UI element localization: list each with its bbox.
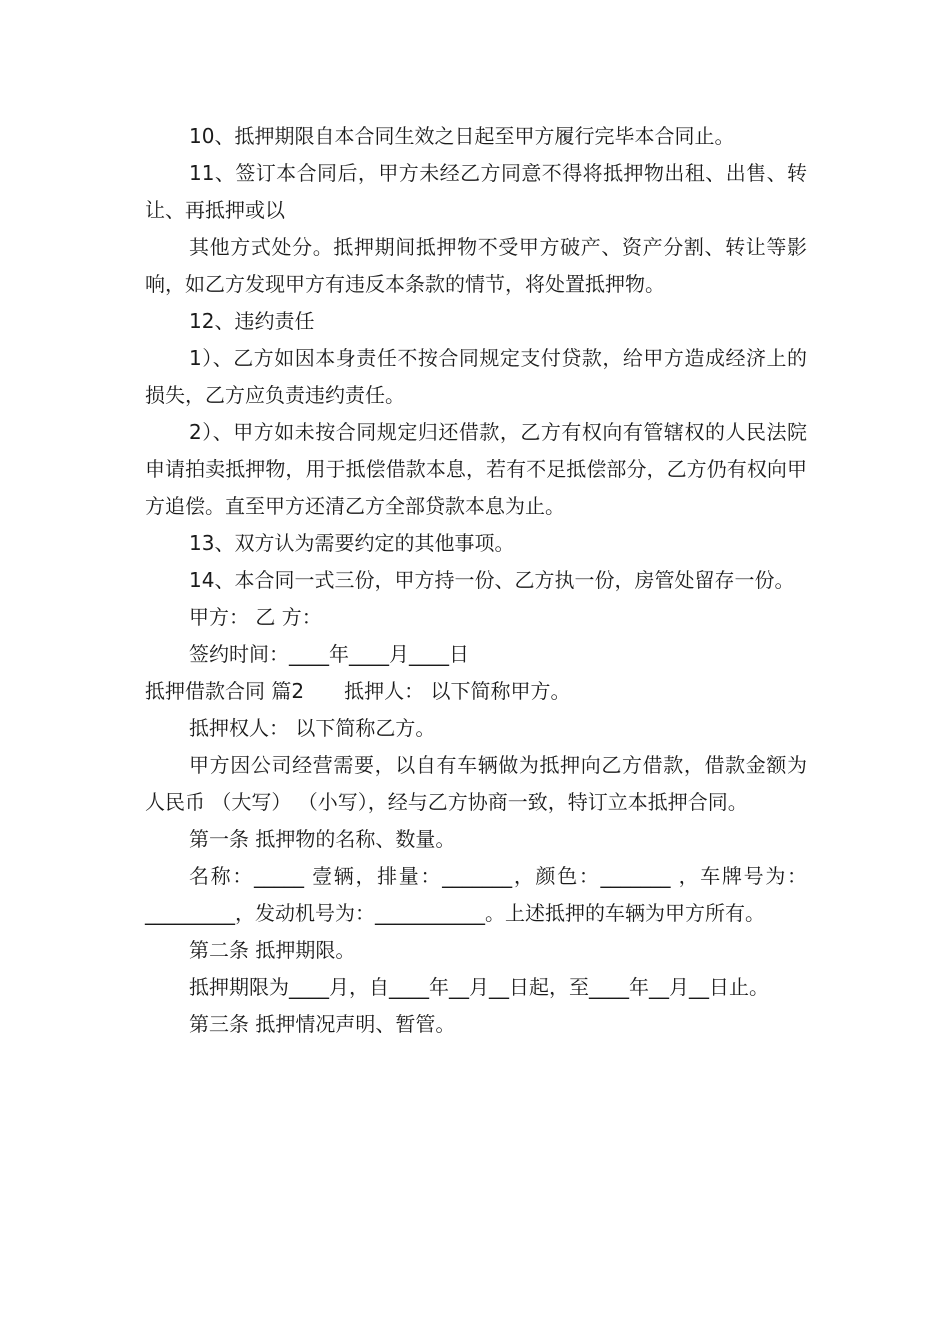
article-1-heading: 第一条 抵押物的名称、数量。 (189, 827, 456, 851)
paragraph-mortgagee: 抵押权人： 以下简称乙方。 (189, 716, 436, 740)
paragraph-clause-11: 11、签订本合同后，甲方未经乙方同意不得将抵押物出租、出售、转让、再抵押或以 (145, 161, 807, 222)
paragraph-clause-13: 13、双方认为需要约定的其他事项。 (189, 531, 515, 555)
article-3-heading: 第三条 抵押情况声明、暂管。 (189, 1012, 456, 1036)
document-body (145, 118, 807, 1043)
paragraph-clause-10: 10、抵押期限自本合同生效之日起至甲方履行完毕本合同止。 (189, 124, 735, 148)
paragraph-clause-12-heading: 12、违约责任 (189, 309, 315, 333)
signature-parties-line: 甲方： 乙 方： (189, 605, 322, 629)
signing-date-line: 签约时间：____年____月____日 (189, 642, 469, 666)
article-2-heading: 第二条 抵押期限。 (189, 938, 356, 962)
paragraph-clause-12-item-1: 1）、乙方如因本身责任不按合同规定支付贷款，给甲方造成经济上的损失，乙方应负责违约责任。 (145, 346, 807, 407)
article-1-details: 名称：_____ 壹辆，排量：_______，颜色：_______ ，车牌号为：_________，发动机号为：___________。上述抵押的车辆为甲方所有。 (145, 864, 807, 925)
paragraph-clause-14: 14、本合同一式三份，甲方持一份、乙方执一份，房管处留存一份。 (189, 568, 795, 592)
paragraph-clause-12-item-2: 2）、甲方如未按合同规定归还借款，乙方有权向有管辖权的人民法院申请拍卖抵押物，用于抵偿借款本息，若有不足抵偿部分，乙方仍有权向甲方追偿。直至甲方还清乙方全部贷款本息为止。 (145, 420, 807, 518)
section-heading-contract-2: 抵押借款合同 篇2 抵押人： 以下简称甲方。 (145, 679, 571, 703)
article-2-details: 抵押期限为____月，自____年__月__日起，至____年__月__日止。 (189, 975, 769, 999)
paragraph-preamble: 甲方因公司经营需要，以自有车辆做为抵押向乙方借款，借款金额为人民币 （大写） （小写），经与乙方协商一致，特订立本抵押合同。 (145, 753, 807, 814)
paragraph-clause-11-continued: 其他方式处分。抵押期间抵押物不受甲方破产、资产分割、转让等影响，如乙方发现甲方有违反本条款的情节，将处置抵押物。 (145, 235, 807, 296)
